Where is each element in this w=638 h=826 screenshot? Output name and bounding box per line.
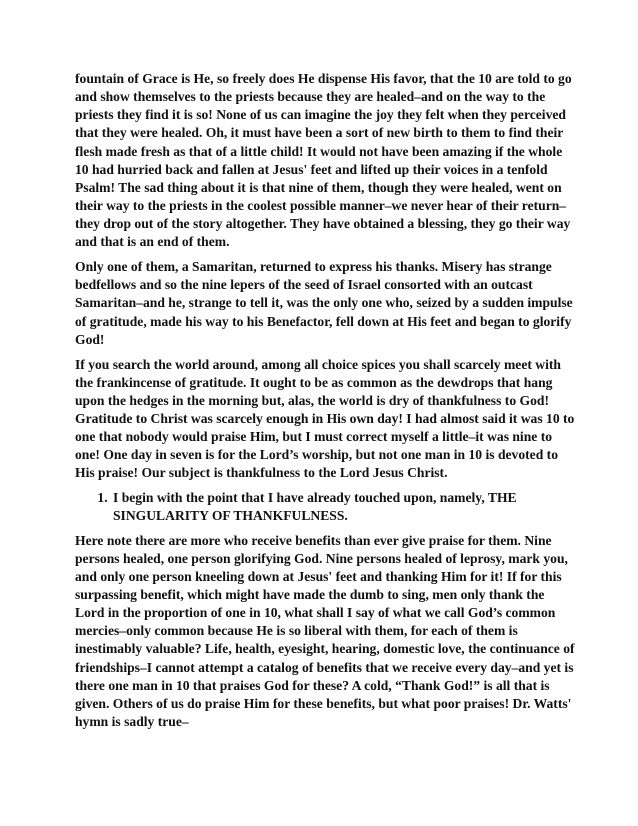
document-body (75, 70, 575, 738)
paragraph-benefits: Here note there are more who receive benefits than ever give praise for them. Nine persons healed, one person glorifying God. Nine persons healed of leprosy, mark you, and only one person kneeling down at Jesus' feet and thanking Him for it! If for this surpassing benefit, which might have made the dumb to sing, men only thank the Lord in the proportion of one in 10, what shall I say of what we call God’s common mercies–only common because He is so liberal with them, for each of them is inestimably valuable? Life, health, eyesight, hearing, domestic love, the continuance of friendships–I cannot attempt a catalog of benefits that we receive every day–and yet is there one man in 10 that praises God for these? A cold, “Thank God!” is all that is given. Others of us do praise Him for these benefits, but what poor praises! Dr. Watts' hymn is sadly true– (75, 532, 575, 730)
numbered-list (75, 489, 575, 525)
paragraph-samaritan: Only one of them, a Samaritan, returned to express his thanks. Misery has strange bedfellows and so the nine lepers of the seed of Israel consorted with an outcast Samaritan–and he, strange to tell it, was the only one who, seized by a sudden impulse of gratitude, made his way to his Benefactor, fell down at His feet and began to glorify God! (75, 259, 573, 347)
list-item-singularity: 1. I begin with the point that I have already touched upon, namely, THE SINGULARITY OF THANKFULNESS. (111, 489, 575, 525)
paragraph-gratitude: If you search the world around, among all choice spices you shall scarcely meet with the frankincense of gratitude. It ought to be as common as the dewdrops that hang upon the hedges in the morning but, alas, the world is dry of thankfulness to God! Gratitude to Christ was scarcely enough in His own day! I had almost said it was 10 to one that nobody would praise Him, but I must correct myself a little–it was nine to one! One day in seven is for the Lord’s worship, but not one man in 10 is devoted to His praise! Our subject is thankfulness to the Lord Jesus Christ. (75, 356, 575, 481)
paragraph-grace: fountain of Grace is He, so freely does He dispense His favor, that the 10 are told to go and show themselves to the priests because they are healed–and on the way to the priests they find it is so! None of us can imagine the joy they felt when they perceived that they were healed. Oh, it must have been a sort of new birth to them to find their flesh made fresh as that of a little child! It would not have been amazing if the whole 10 had hurried back and fallen at Jesus' feet and lifted up their voices in a tenfold Psalm! The sad thing about it is that nine of them, though they were healed, went on their way to the priests in the coolest possible manner–we never hear of their return–they drop out of the story altogether. They have obtained a blessing, they go their way and that is an end of them. (75, 71, 572, 250)
